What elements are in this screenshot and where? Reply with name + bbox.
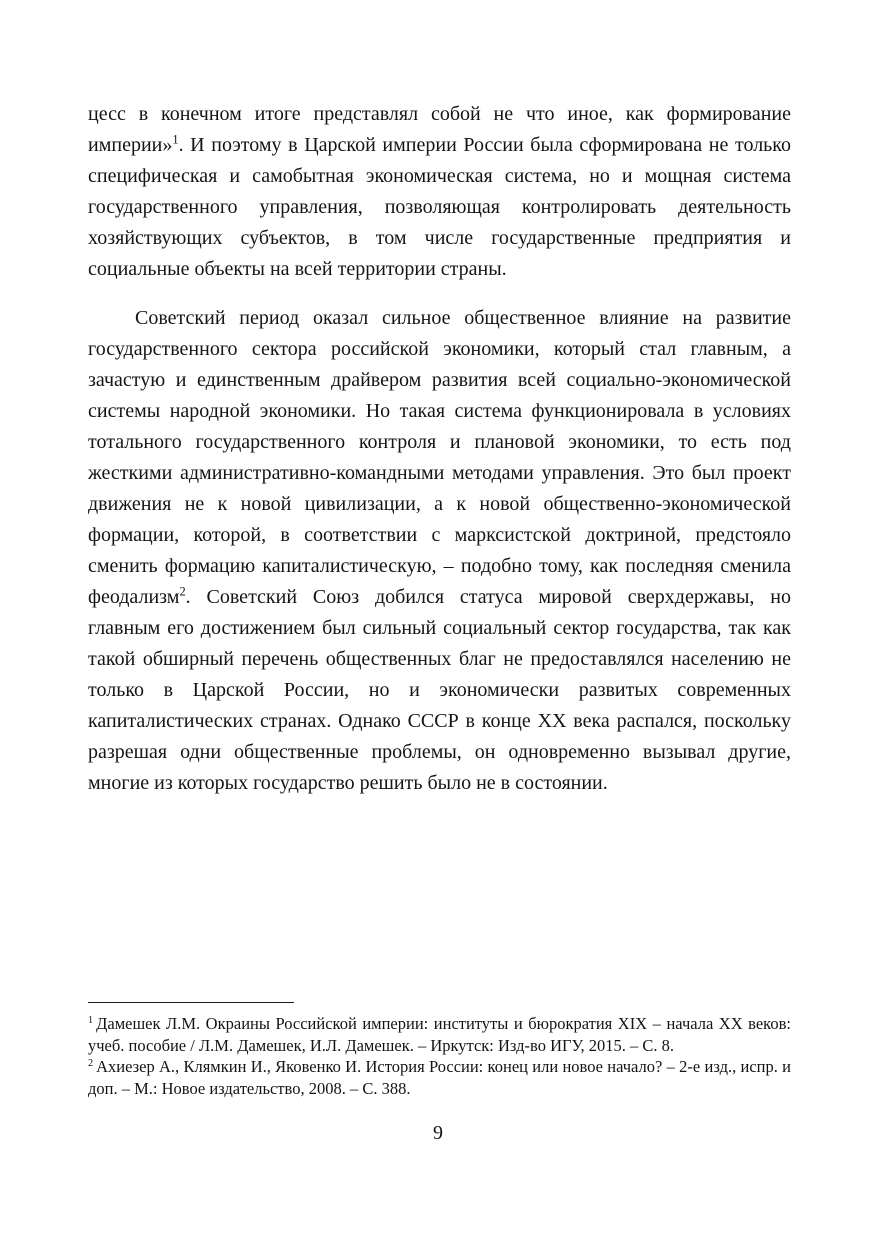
footnote-1 [88,1013,791,1056]
footnote-2-text: Ахиезер А., Клямкин И., Яковенко И. История России: конец или новое начало? – 2-е изд., испр. и доп. – М.: Новое издательство, 2008. – С. 388. [88,1057,791,1098]
footnote-reference-1: 1 [172,132,179,147]
paragraph-2-text-after-ref: . Советский Союз добился статуса мировой сверхдержавы, но главным его достижением был сильный социальный сектор государства, так как такой обширный перечень общественных благ не предоставлялся населению не только в Царской России, но и экономически развитых современных капиталистических странах. Однако СССР в конце XX века распался, поскольку разрешая одни общественные проблемы, он одновременно вызывал другие, многие из которых государство решить было не в состоянии. [88,586,791,794]
footnote-reference-2: 2 [179,584,186,599]
page-number: 9 [433,1122,443,1144]
paragraph-1 [88,99,791,285]
paragraph-1-text-after-ref: . И поэтому в Царской империи России была сформирована не только специфическая и самобытная экономическая система, но и мощная система государственного управления, позволяющая контролировать деятельность хозяйствующих субъектов, в том числе государственные предприятия и социальные объекты на всей территории страны. [88,134,791,280]
paragraph-2 [88,303,791,799]
footnote-2 [88,1056,791,1099]
footnote-2-marker: 2 [88,1057,94,1069]
paragraph-1-text-before-ref: цесс в конечном итоге представлял собой не что иное, как формирование империи» [88,103,791,156]
main-text-block [88,99,791,799]
footnote-1-marker: 1 [88,1014,94,1026]
footnote-area [88,1002,791,1099]
footnote-1-text: Дамешек Л.М. Окраины Российской империи: институты и бюрократия XIX – начала XX веков: учеб. пособие / Л.М. Дамешек, И.Л. Дамешек. – Иркутск: Изд-во ИГУ, 2015. – С. 8. [88,1014,791,1055]
paragraph-2-text-before-ref: Советский период оказал сильное общественное влияние на развитие государственного сектора российской экономики, который стал главным, а зачастую и единственным драйвером развития всей социально-экономической системы народной экономики. Но такая система функционировала в условиях тотального государственного контроля и плановой экономики, то есть под жесткими административно-командными методами управления. Это был проект движения не к новой цивилизации, а к новой общественно-экономической формации, которой, в соответствии с марксистской доктриной, предстояло сменить формацию капиталистическую, – подобно тому, как последняя сменила феодализм [88,307,791,608]
footnote-separator-rule [88,1002,294,1003]
